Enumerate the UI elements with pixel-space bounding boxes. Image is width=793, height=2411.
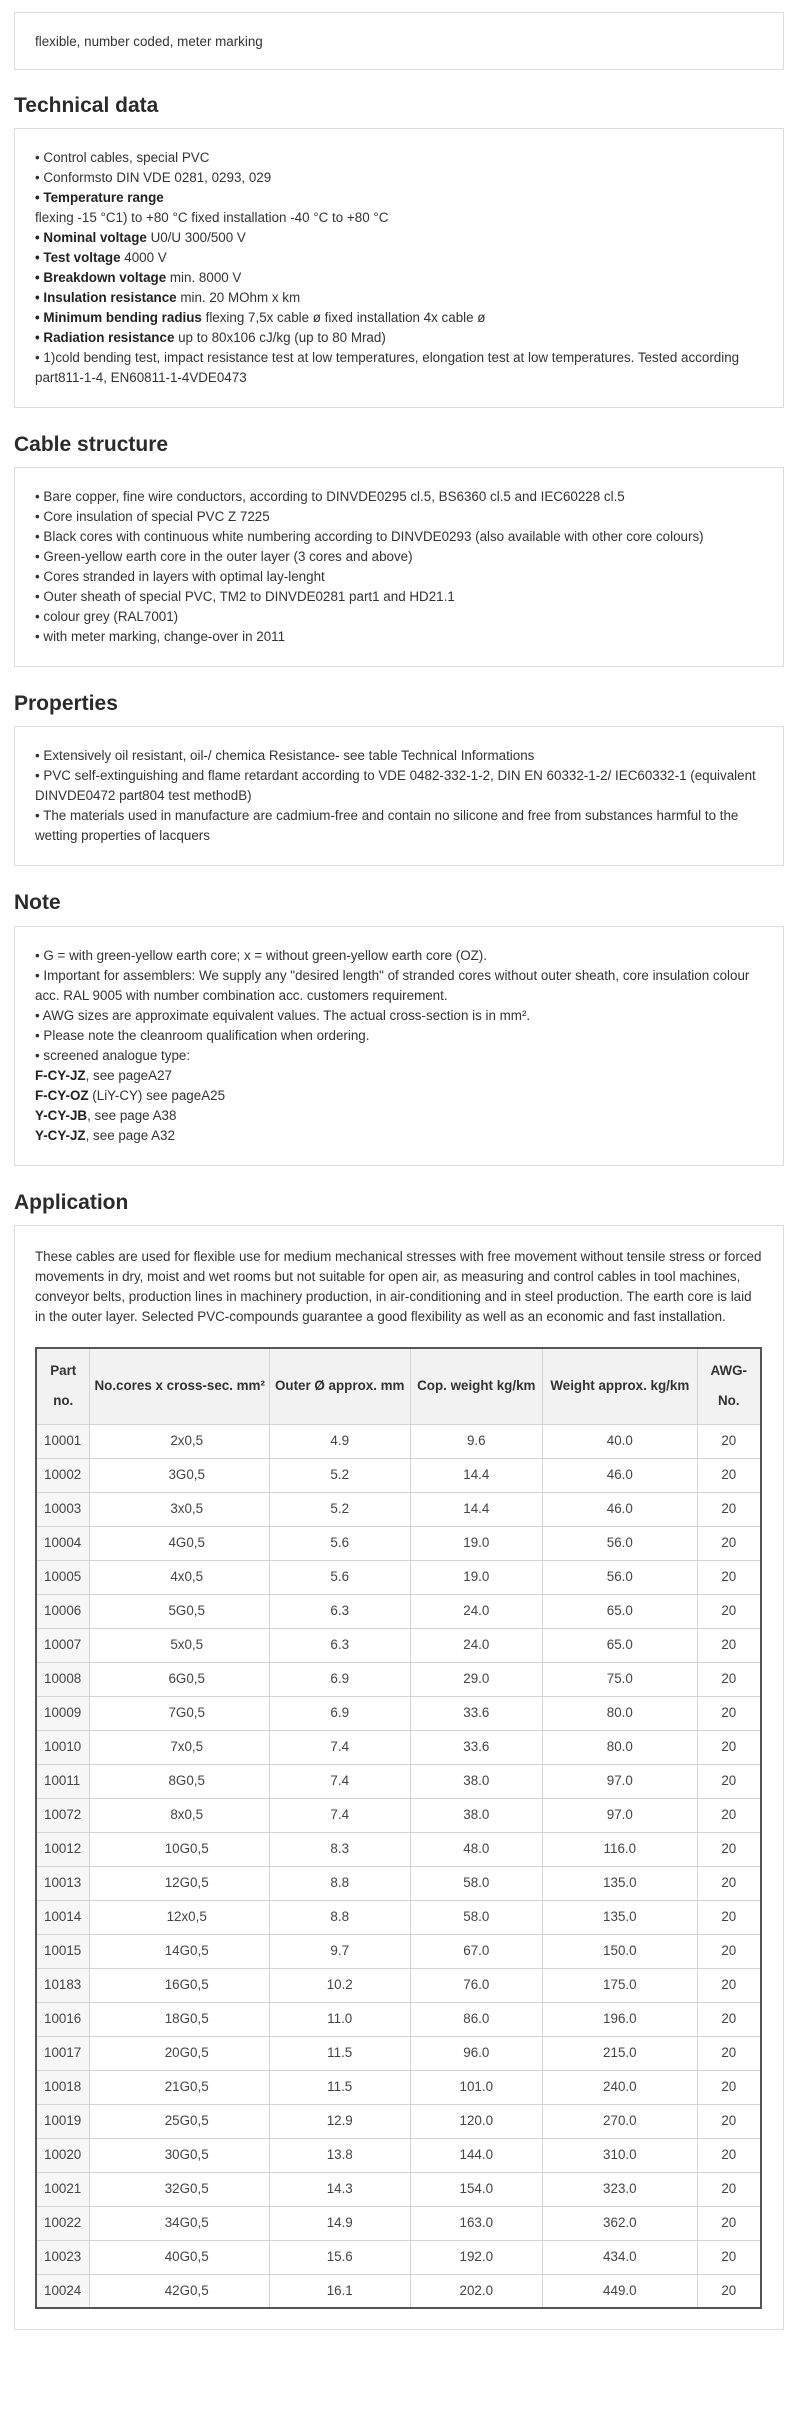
table-row [36, 1662, 761, 1696]
part-no-cell: 10019 [36, 2104, 90, 2138]
copper-weight-cell: 14.4 [410, 1458, 543, 1492]
table-row [36, 1594, 761, 1628]
technical-data-term: • Insulation resistance [35, 290, 177, 305]
table-row [36, 1798, 761, 1832]
note-text: • AWG sizes are approximate equivalent values. The actual cross-section is in mm². [35, 1008, 531, 1023]
technical-data-value: flexing 7,5x cable ø fixed installation 4x cable ø [201, 310, 486, 325]
copper-weight-cell: 24.0 [410, 1628, 543, 1662]
awg-cell: 20 [697, 2036, 761, 2070]
note-text: , see page A38 [87, 1108, 177, 1123]
note-box [14, 926, 784, 1166]
cores-cell: 32G0,5 [90, 2172, 269, 2206]
note-line [35, 946, 763, 966]
weight-cell: 80.0 [543, 1696, 697, 1730]
cores-cell: 42G0,5 [90, 2274, 269, 2308]
header-copper-weight: Cop. weight kg/km [410, 1348, 543, 1424]
properties-heading: Properties [14, 692, 118, 715]
cores-cell: 18G0,5 [90, 2002, 269, 2036]
technical-data-line [35, 248, 763, 268]
awg-cell: 20 [697, 1832, 761, 1866]
copper-weight-cell: 14.4 [410, 1492, 543, 1526]
technical-data-value: up to 80x106 cJ/kg (up to 80 Mrad) [174, 330, 386, 345]
copper-weight-cell: 192.0 [410, 2240, 543, 2274]
outer-diameter-cell: 6.3 [269, 1594, 410, 1628]
table-row [36, 2138, 761, 2172]
outer-diameter-cell: 5.6 [269, 1560, 410, 1594]
cable-data-table [35, 1347, 762, 2309]
cores-cell: 3x0,5 [90, 1492, 269, 1526]
part-no-cell: 10012 [36, 1832, 90, 1866]
cores-cell: 12G0,5 [90, 1866, 269, 1900]
weight-cell: 310.0 [543, 2138, 697, 2172]
cable-structure-line: • Black cores with continuous white numbering according to DINVDE0293 (also available with other core colours) [35, 529, 704, 544]
technical-data-line [35, 268, 763, 288]
technical-data-line [35, 328, 763, 348]
note-type-name: Y-CY-JB [35, 1108, 88, 1123]
awg-cell: 20 [697, 1424, 761, 1458]
weight-cell: 97.0 [543, 1798, 697, 1832]
part-no-cell: 10072 [36, 1798, 90, 1832]
table-row [36, 2104, 761, 2138]
outer-diameter-cell: 6.9 [269, 1662, 410, 1696]
outer-diameter-cell: 15.6 [269, 2240, 410, 2274]
header-part-no: Part no. [36, 1348, 90, 1424]
awg-cell: 20 [697, 1968, 761, 2002]
cores-cell: 14G0,5 [90, 1934, 269, 1968]
note-line [35, 1046, 763, 1066]
properties-box [14, 726, 784, 866]
awg-cell: 20 [697, 1764, 761, 1798]
weight-cell: 116.0 [543, 1832, 697, 1866]
outer-diameter-cell: 5.6 [269, 1526, 410, 1560]
awg-cell: 20 [697, 1594, 761, 1628]
note-line [35, 1006, 763, 1026]
weight-cell: 46.0 [543, 1492, 697, 1526]
part-no-cell: 10016 [36, 2002, 90, 2036]
copper-weight-cell: 24.0 [410, 1594, 543, 1628]
cores-cell: 3G0,5 [90, 1458, 269, 1492]
cable-structure-line: • Cores stranded in layers with optimal lay-lenght [35, 569, 325, 584]
outer-diameter-cell: 13.8 [269, 2138, 410, 2172]
note-text: • G = with green-yellow earth core; x = without green-yellow earth core (OZ). [35, 948, 487, 963]
part-no-cell: 10002 [36, 1458, 90, 1492]
outer-diameter-cell: 12.9 [269, 2104, 410, 2138]
awg-cell: 20 [697, 2070, 761, 2104]
table-row [36, 1424, 761, 1458]
technical-data-line [35, 228, 763, 248]
technical-data-term: • Temperature range [35, 190, 164, 205]
table-row [36, 1458, 761, 1492]
part-no-cell: 10007 [36, 1628, 90, 1662]
awg-cell: 20 [697, 1492, 761, 1526]
weight-cell: 196.0 [543, 2002, 697, 2036]
copper-weight-cell: 144.0 [410, 2138, 543, 2172]
table-row [36, 2036, 761, 2070]
weight-cell: 270.0 [543, 2104, 697, 2138]
note-text: , see page A32 [85, 1128, 175, 1143]
weight-cell: 65.0 [543, 1594, 697, 1628]
weight-cell: 75.0 [543, 1662, 697, 1696]
cores-cell: 20G0,5 [90, 2036, 269, 2070]
outer-diameter-cell: 11.0 [269, 2002, 410, 2036]
part-no-cell: 10022 [36, 2206, 90, 2240]
note-text: (LiY-CY) see pageA25 [88, 1088, 226, 1103]
copper-weight-cell: 120.0 [410, 2104, 543, 2138]
technical-data-line [35, 188, 763, 208]
table-row [36, 1900, 761, 1934]
table-row [36, 2172, 761, 2206]
cores-cell: 7x0,5 [90, 1730, 269, 1764]
cores-cell: 5x0,5 [90, 1628, 269, 1662]
outer-diameter-cell: 5.2 [269, 1492, 410, 1526]
outer-diameter-cell: 7.4 [269, 1764, 410, 1798]
header-cores: No.cores x cross-sec. mm² [90, 1348, 269, 1424]
technical-data-line [35, 148, 763, 168]
cores-cell: 21G0,5 [90, 2070, 269, 2104]
weight-cell: 56.0 [543, 1560, 697, 1594]
part-no-cell: 10183 [36, 1968, 90, 2002]
note-line [35, 1086, 763, 1106]
application-text: These cables are used for flexible use for medium mechanical stresses with free movement without tensile stress or forced movements in dry, moist and wet rooms but not suitable for open air, as measuring and control cables in tool machines, conveyor belts, production lines in machinery production, in air-conditioning and in steel production. The earth core is laid in the outer layer. Selected PVC-compounds guarantee a good flexibility as well as an economic and fast installation. [35, 1249, 762, 1324]
cores-cell: 2x0,5 [90, 1424, 269, 1458]
cable-structure-line: • Core insulation of special PVC Z 7225 [35, 509, 270, 524]
table-row [36, 2002, 761, 2036]
part-no-cell: 10004 [36, 1526, 90, 1560]
note-line [35, 1106, 763, 1126]
note-type-name: Y-CY-JZ [35, 1128, 86, 1143]
copper-weight-cell: 202.0 [410, 2274, 543, 2308]
header-weight: Weight approx. kg/km [543, 1348, 697, 1424]
table-row [36, 1764, 761, 1798]
awg-cell: 20 [697, 1730, 761, 1764]
weight-cell: 362.0 [543, 2206, 697, 2240]
outer-diameter-cell: 8.8 [269, 1866, 410, 1900]
weight-cell: 65.0 [543, 1628, 697, 1662]
outer-diameter-cell: 4.9 [269, 1424, 410, 1458]
weight-cell: 240.0 [543, 2070, 697, 2104]
outer-diameter-cell: 16.1 [269, 2274, 410, 2308]
technical-data-line [35, 288, 763, 308]
table-row [36, 2240, 761, 2274]
application-box [14, 1225, 784, 2330]
table-row [36, 2070, 761, 2104]
copper-weight-cell: 163.0 [410, 2206, 543, 2240]
weight-cell: 175.0 [543, 1968, 697, 2002]
technical-data-value: min. 20 MOhm x km [176, 290, 301, 305]
table-row [36, 1628, 761, 1662]
weight-cell: 150.0 [543, 1934, 697, 1968]
awg-cell: 20 [697, 1458, 761, 1492]
technical-data-value: • Control cables, special PVC [35, 150, 210, 165]
copper-weight-cell: 96.0 [410, 2036, 543, 2070]
copper-weight-cell: 19.0 [410, 1526, 543, 1560]
note-text: • Important for assemblers: We supply any "desired length" of stranded cores without outer sheath, core insulation colour acc. RAL 9005 with number combination acc. customers requirement. [35, 968, 750, 1003]
weight-cell: 80.0 [543, 1730, 697, 1764]
technical-data-value: min. 8000 V [166, 270, 242, 285]
technical-data-heading: Technical data [14, 94, 159, 117]
outer-diameter-cell: 6.9 [269, 1696, 410, 1730]
table-row [36, 2206, 761, 2240]
table-row [36, 2274, 761, 2308]
awg-cell: 20 [697, 2104, 761, 2138]
cores-cell: 34G0,5 [90, 2206, 269, 2240]
part-no-cell: 10017 [36, 2036, 90, 2070]
outer-diameter-cell: 10.2 [269, 1968, 410, 2002]
copper-weight-cell: 33.6 [410, 1730, 543, 1764]
technical-data-value: U0/U 300/500 V [146, 230, 246, 245]
weight-cell: 215.0 [543, 2036, 697, 2070]
cable-structure-heading: Cable structure [14, 433, 169, 456]
copper-weight-cell: 48.0 [410, 1832, 543, 1866]
table-header-row [36, 1348, 761, 1424]
technical-data-value: • 1)cold bending test, impact resistance test at low temperatures, elongation test at low temperatures. Tested according part811-1-4, EN60811-1-4VDE0473 [35, 350, 740, 385]
technical-data-value: • Conformsto DIN VDE 0281, 0293, 029 [35, 170, 272, 185]
technical-data-term: • Minimum bending radius [35, 310, 202, 325]
cores-cell: 16G0,5 [90, 1968, 269, 2002]
outer-diameter-cell: 9.7 [269, 1934, 410, 1968]
outer-diameter-cell: 14.3 [269, 2172, 410, 2206]
outer-diameter-cell: 5.2 [269, 1458, 410, 1492]
cores-cell: 4G0,5 [90, 1526, 269, 1560]
cores-cell: 4x0,5 [90, 1560, 269, 1594]
weight-cell: 46.0 [543, 1458, 697, 1492]
awg-cell: 20 [697, 2206, 761, 2240]
part-no-cell: 10018 [36, 2070, 90, 2104]
table-row [36, 1492, 761, 1526]
outer-diameter-cell: 7.4 [269, 1730, 410, 1764]
technical-data-value: flexing -15 °C1) to +80 °C fixed installation -40 °C to +80 °C [35, 210, 389, 225]
part-no-cell: 10003 [36, 1492, 90, 1526]
table-row [36, 1560, 761, 1594]
cores-cell: 30G0,5 [90, 2138, 269, 2172]
cable-structure-line: • colour grey (RAL7001) [35, 609, 179, 624]
weight-cell: 135.0 [543, 1900, 697, 1934]
cable-structure-box [14, 467, 784, 667]
note-text: • screened analogue type: [35, 1048, 191, 1063]
awg-cell: 20 [697, 1900, 761, 1934]
part-no-cell: 10023 [36, 2240, 90, 2274]
technical-data-term: • Radiation resistance [35, 330, 175, 345]
part-no-cell: 10020 [36, 2138, 90, 2172]
weight-cell: 449.0 [543, 2274, 697, 2308]
technical-data-term: • Nominal voltage [35, 230, 147, 245]
part-no-cell: 10021 [36, 2172, 90, 2206]
outer-diameter-cell: 11.5 [269, 2036, 410, 2070]
technical-data-line [35, 308, 763, 328]
outer-diameter-cell: 6.3 [269, 1628, 410, 1662]
awg-cell: 20 [697, 1662, 761, 1696]
technical-data-line [35, 348, 763, 388]
copper-weight-cell: 33.6 [410, 1696, 543, 1730]
copper-weight-cell: 101.0 [410, 2070, 543, 2104]
note-heading: Note [14, 891, 61, 914]
part-no-cell: 10008 [36, 1662, 90, 1696]
copper-weight-cell: 67.0 [410, 1934, 543, 1968]
part-no-cell: 10001 [36, 1424, 90, 1458]
part-no-cell: 10015 [36, 1934, 90, 1968]
cores-cell: 5G0,5 [90, 1594, 269, 1628]
cable-structure-line: • Green-yellow earth core in the outer layer (3 cores and above) [35, 549, 413, 564]
properties-line: • Extensively oil resistant, oil-/ chemica Resistance- see table Technical Informations [35, 748, 535, 763]
copper-weight-cell: 19.0 [410, 1560, 543, 1594]
copper-weight-cell: 58.0 [410, 1866, 543, 1900]
header-awg: AWG-No. [697, 1348, 761, 1424]
intro-text: flexible, number coded, meter marking [35, 34, 263, 49]
technical-data-line [35, 168, 763, 188]
cable-structure-line: • Bare copper, fine wire conductors, according to DINVDE0295 cl.5, BS6360 cl.5 and IEC60228 cl.5 [35, 489, 625, 504]
weight-cell: 434.0 [543, 2240, 697, 2274]
outer-diameter-cell: 14.9 [269, 2206, 410, 2240]
awg-cell: 20 [697, 1628, 761, 1662]
awg-cell: 20 [697, 1696, 761, 1730]
table-row [36, 1934, 761, 1968]
part-no-cell: 10005 [36, 1560, 90, 1594]
table-row [36, 1696, 761, 1730]
table-row [36, 1866, 761, 1900]
copper-weight-cell: 58.0 [410, 1900, 543, 1934]
weight-cell: 56.0 [543, 1526, 697, 1560]
cores-cell: 8x0,5 [90, 1798, 269, 1832]
part-no-cell: 10006 [36, 1594, 90, 1628]
part-no-cell: 10011 [36, 1764, 90, 1798]
copper-weight-cell: 38.0 [410, 1764, 543, 1798]
weight-cell: 323.0 [543, 2172, 697, 2206]
note-line [35, 1066, 763, 1086]
awg-cell: 20 [697, 2002, 761, 2036]
cores-cell: 6G0,5 [90, 1662, 269, 1696]
awg-cell: 20 [697, 2172, 761, 2206]
cores-cell: 25G0,5 [90, 2104, 269, 2138]
cores-cell: 40G0,5 [90, 2240, 269, 2274]
table-body [36, 1424, 761, 2308]
weight-cell: 97.0 [543, 1764, 697, 1798]
part-no-cell: 10010 [36, 1730, 90, 1764]
properties-line: • The materials used in manufacture are cadmium-free and contain no silicone and free from substances harmful to the wetting properties of lacquers [35, 808, 739, 843]
copper-weight-cell: 76.0 [410, 1968, 543, 2002]
technical-data-term: • Test voltage [35, 250, 121, 265]
copper-weight-cell: 154.0 [410, 2172, 543, 2206]
weight-cell: 40.0 [543, 1424, 697, 1458]
weight-cell: 135.0 [543, 1866, 697, 1900]
cable-structure-line: • Outer sheath of special PVC, TM2 to DINVDE0281 part1 and HD21.1 [35, 589, 455, 604]
properties-line: • PVC self-extinguishing and flame retardant according to VDE 0482-332-1-2, DIN EN 60332-1-2/ IEC60332-1 (equivalent DINVDE0472 part804 test methodB) [35, 768, 756, 803]
technical-data-line [35, 208, 763, 228]
cores-cell: 8G0,5 [90, 1764, 269, 1798]
intro-box [14, 12, 784, 70]
technical-data-term: • Breakdown voltage [35, 270, 167, 285]
awg-cell: 20 [697, 1526, 761, 1560]
note-text: , see pageA27 [85, 1068, 172, 1083]
note-type-name: F-CY-JZ [35, 1068, 86, 1083]
note-line [35, 1126, 763, 1146]
awg-cell: 20 [697, 2240, 761, 2274]
part-no-cell: 10009 [36, 1696, 90, 1730]
note-type-name: F-CY-OZ [35, 1088, 89, 1103]
table-row [36, 1968, 761, 2002]
outer-diameter-cell: 11.5 [269, 2070, 410, 2104]
awg-cell: 20 [697, 1798, 761, 1832]
outer-diameter-cell: 7.4 [269, 1798, 410, 1832]
part-no-cell: 10014 [36, 1900, 90, 1934]
note-line [35, 966, 763, 1006]
copper-weight-cell: 86.0 [410, 2002, 543, 2036]
part-no-cell: 10013 [36, 1866, 90, 1900]
cores-cell: 12x0,5 [90, 1900, 269, 1934]
awg-cell: 20 [697, 1866, 761, 1900]
technical-data-box [14, 128, 784, 408]
technical-data-value: 4000 V [120, 250, 167, 265]
part-no-cell: 10024 [36, 2274, 90, 2308]
header-outer-diameter: Outer Ø approx. mm [269, 1348, 410, 1424]
note-text: • Please note the cleanroom qualification when ordering. [35, 1028, 370, 1043]
cores-cell: 10G0,5 [90, 1832, 269, 1866]
copper-weight-cell: 38.0 [410, 1798, 543, 1832]
note-line [35, 1026, 763, 1046]
table-row [36, 1526, 761, 1560]
awg-cell: 20 [697, 1560, 761, 1594]
awg-cell: 20 [697, 2274, 761, 2308]
cores-cell: 7G0,5 [90, 1696, 269, 1730]
application-heading: Application [14, 1191, 129, 1214]
awg-cell: 20 [697, 1934, 761, 1968]
copper-weight-cell: 9.6 [410, 1424, 543, 1458]
cable-structure-line: • with meter marking, change-over in 2011 [35, 629, 286, 644]
table-row [36, 1832, 761, 1866]
table-row [36, 1730, 761, 1764]
awg-cell: 20 [697, 2138, 761, 2172]
copper-weight-cell: 29.0 [410, 1662, 543, 1696]
outer-diameter-cell: 8.8 [269, 1900, 410, 1934]
outer-diameter-cell: 8.3 [269, 1832, 410, 1866]
